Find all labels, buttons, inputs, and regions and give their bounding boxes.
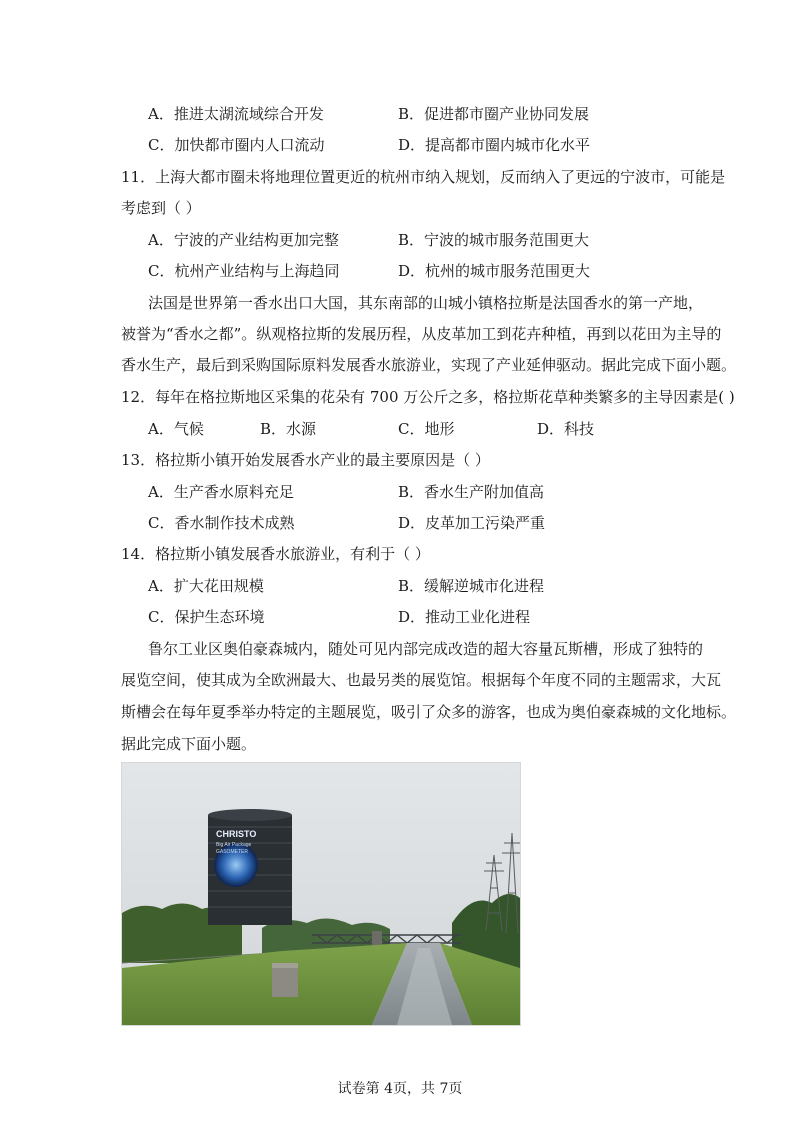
q12-stem: 12．每年在格拉斯地区采集的花朵有 700 万公斤之多，格拉斯花草种类繁多的主导因素是( ) [121, 388, 735, 406]
option-letter: C． [148, 514, 175, 532]
banner-sub1: Big Air Package [216, 842, 252, 848]
option-letter: C． [148, 136, 175, 154]
option-letter: B． [398, 577, 425, 595]
option-text: 香水制作技术成熟 [174, 514, 295, 532]
q10-option-a [148, 103, 324, 124]
option-letter: B． [398, 231, 425, 249]
q13-option-a [148, 481, 294, 502]
option-letter: D． [398, 262, 426, 280]
banner-sub2: GASOMETER [216, 849, 248, 855]
q12-option-c [398, 418, 455, 439]
passage1-line1: 法国是世界第一香水出口大国，其东南部的山城小镇格拉斯是法国香水的第一产地， [148, 294, 704, 312]
q11-stem-line2: 考虑到（ ） [121, 199, 201, 217]
q14-option-a [148, 575, 264, 596]
option-text: 促进都市圈产业协同发展 [424, 105, 590, 123]
option-text: 宁波的产业结构更加完整 [173, 231, 339, 249]
option-text: 地形 [424, 420, 455, 438]
option-letter: D． [398, 608, 426, 626]
option-letter: D． [398, 136, 426, 154]
option-letter: B． [260, 420, 287, 438]
option-text: 提高都市圈内城市化水平 [425, 136, 591, 154]
q12-option-a [148, 418, 204, 439]
q13-option-c [148, 512, 295, 533]
option-letter: C． [398, 420, 425, 438]
q11-option-b [398, 229, 589, 250]
option-text: 杭州的城市服务范围更大 [425, 262, 591, 280]
q13-option-d [398, 512, 545, 533]
option-text: 香水生产附加值高 [424, 483, 545, 501]
q12-option-b [260, 418, 316, 439]
passage2-line4: 据此完成下面小题。 [121, 735, 257, 753]
passage1-line3: 香水生产，最后到采购国际原料发展香水旅游业，实现了产业延伸驱动。据此完成下面小题。 [121, 356, 737, 374]
q13-stem: 13．格拉斯小镇开始发展香水产业的最主要原因是（ ） [121, 451, 490, 469]
option-letter: C． [148, 262, 175, 280]
q10-option-b [398, 103, 589, 124]
passage1-line2: 被誉为“香水之都”。纵观格拉斯的发展历程，从皮革加工到花卉种植，再到以花田为主导的 [121, 325, 722, 343]
passage2-line2: 展览空间，使其成为全欧洲最大、也最另类的展览馆。根据每个年度不同的主题需求，大瓦 [121, 671, 722, 689]
q14-option-d [398, 606, 530, 627]
option-letter: A． [148, 105, 174, 123]
q14-stem: 14．格拉斯小镇发展香水旅游业，有利于（ ） [121, 545, 430, 563]
q14-option-b [398, 575, 544, 596]
q11-option-c [148, 260, 340, 281]
option-letter: A． [148, 231, 174, 249]
q12-option-d [537, 418, 594, 439]
option-letter: D． [537, 420, 565, 438]
option-text: 气候 [173, 420, 204, 438]
option-text: 生产香水原料充足 [173, 483, 294, 501]
q10-option-d [398, 134, 590, 155]
q11-option-a [148, 229, 339, 250]
option-letter: A． [148, 483, 174, 501]
option-letter: D． [398, 514, 426, 532]
option-text: 杭州产业结构与上海趋同 [174, 262, 340, 280]
passage2-line3: 斯槽会在每年夏季举办特定的主题展览，吸引了众多的游客，也成为奥伯豪森城的文化地标。 [121, 703, 737, 721]
gasometer-photo [121, 762, 521, 1026]
q13-option-b [398, 481, 544, 502]
option-text: 皮革加工污染严重 [425, 514, 546, 532]
q14-option-c [148, 606, 265, 627]
option-text: 水源 [286, 420, 317, 438]
option-text: 缓解逆城市化进程 [424, 577, 545, 595]
option-text: 扩大花田规模 [173, 577, 264, 595]
q11-option-d [398, 260, 590, 281]
banner-title: CHRISTO [216, 829, 257, 839]
option-text: 科技 [564, 420, 595, 438]
option-letter: C． [148, 608, 175, 626]
page-footer: 试卷第 4页，共 7页 [337, 1081, 463, 1097]
q10-option-c [148, 134, 325, 155]
passage2-line1: 鲁尔工业区奥伯豪森城内，随处可见内部完成改造的超大容量瓦斯槽，形成了独特的 [148, 640, 704, 658]
q11-stem-line1: 11．上海大都市圈未将地理位置更近的杭州市纳入规划，反而纳入了更远的宁波市，可能是 [121, 168, 726, 186]
option-letter: B． [398, 105, 425, 123]
option-text: 加快都市圈内人口流动 [174, 136, 325, 154]
option-text: 宁波的城市服务范围更大 [424, 231, 590, 249]
option-letter: A． [148, 420, 174, 438]
option-text: 保护生态环境 [174, 608, 265, 626]
option-text: 推进太湖流域综合开发 [173, 105, 324, 123]
option-letter: A． [148, 577, 174, 595]
option-letter: B． [398, 483, 425, 501]
option-text: 推动工业化进程 [425, 608, 531, 626]
